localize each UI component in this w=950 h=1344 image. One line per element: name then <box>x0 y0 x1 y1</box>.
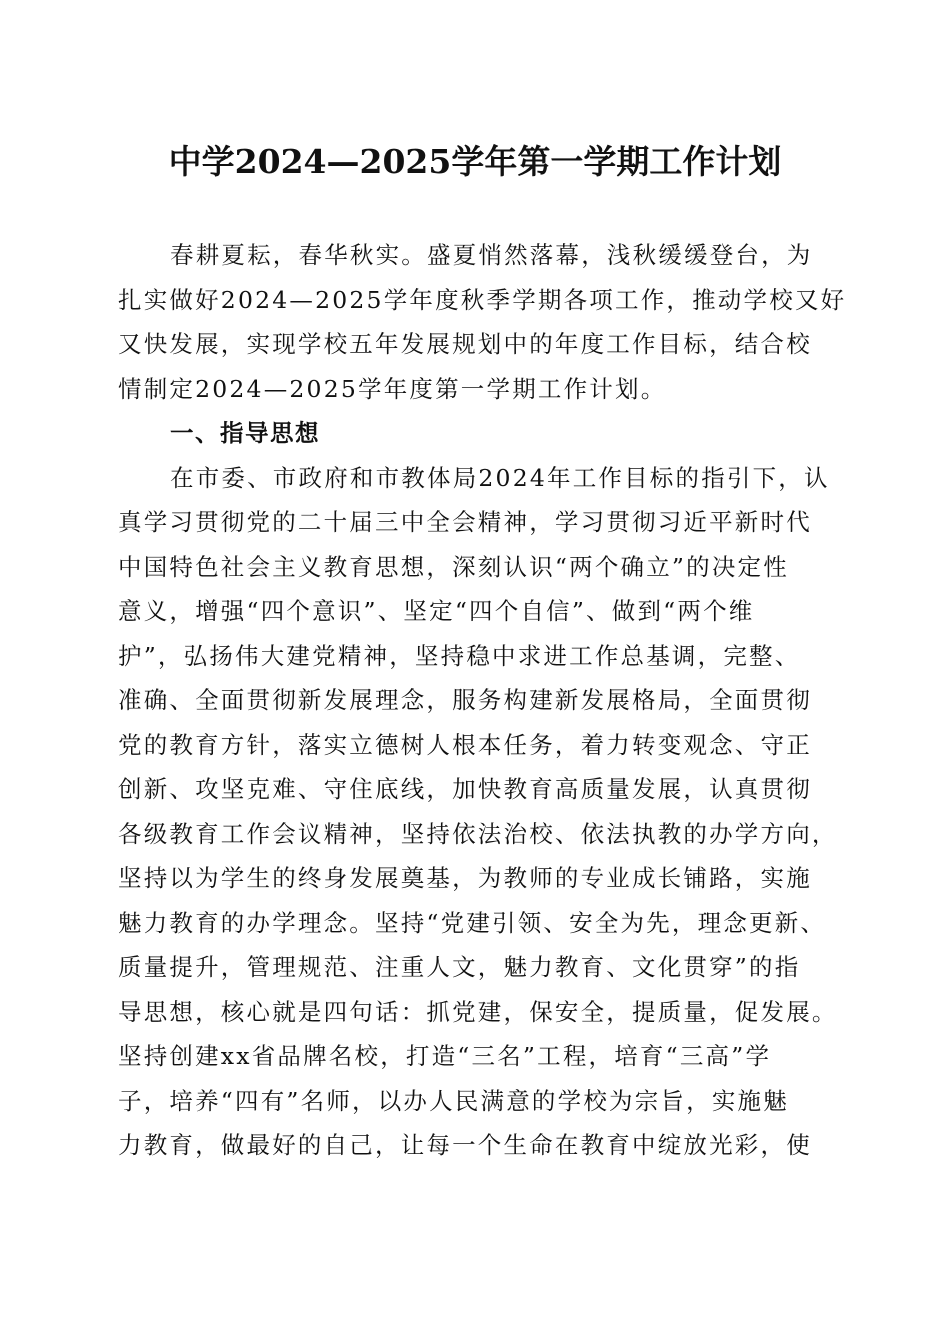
intro-line: 情制定2024—2025学年度第一学期工作计划。 <box>118 374 667 403</box>
section-line: 魅力教育的办学理念。坚持“党建引领、安全为先，理念更新、 <box>118 908 827 937</box>
section-heading: 一、指导思想 <box>170 419 320 447</box>
section-line: 质量提升，管理规范、注重人文，魅力教育、文化贯穿”的指 <box>118 953 801 981</box>
section-line: 准确、全面贯彻新发展理念，服务构建新发展格局，全面贯彻 <box>118 686 812 714</box>
section-line: 坚持创建xx省品牌名校，打造“三名”工程，培育“三高”学 <box>118 1042 772 1070</box>
section-line: 在市委、市政府和市教体局2024年工作目标的指引下，认 <box>170 463 830 492</box>
section-line: 各级教育工作会议精神，坚持依法治校、依法执教的办学方向， <box>118 819 838 848</box>
intro-line: 又快发展，实现学校五年发展规划中的年度工作目标，结合校 <box>118 330 812 358</box>
section-line: 党的教育方针，落实立德树人根本任务，着力转变观念、守正 <box>118 730 812 759</box>
intro-line: 扎实做好2024—2025学年度秋季学期各项工作，推动学校又好 <box>118 285 847 314</box>
section-line: 子，培养“四有”名师，以办人民满意的学校为宗旨，实施魅 <box>118 1086 789 1115</box>
section-line: 力教育，做最好的自己，让每一个生命在教育中绽放光彩，使 <box>118 1131 812 1159</box>
intro-line: 春耕夏耘，春华秋实。盛夏悄然落幕，浅秋缓缓登台，为 <box>170 241 813 269</box>
section-line: 护”，弘扬伟大建党精神，坚持稳中求进工作总基调，完整、 <box>118 641 801 670</box>
section-line: 中国特色社会主义教育思想，深刻认识“两个确立”的决定性 <box>118 552 789 581</box>
section-line: 创新、攻坚克难、守住底线，加快教育高质量发展，认真贯彻 <box>118 775 812 803</box>
intro-paragraph <box>118 233 858 1168</box>
section-line: 导思想，核心就是四句话：抓党建，保安全，提质量，促发展。 <box>118 997 838 1026</box>
section-line: 坚持以为学生的终身发展奠基，为教师的专业成长铺路，实施 <box>118 864 812 892</box>
document-title: 中学2024—2025学年第一学期工作计划 <box>168 142 782 181</box>
section-line: 意义，增强“四个意识”、坚定“四个自信”、做到“两个维 <box>118 597 755 625</box>
section-line: 真学习贯彻党的二十届三中全会精神，学习贯彻习近平新时代 <box>118 508 812 536</box>
